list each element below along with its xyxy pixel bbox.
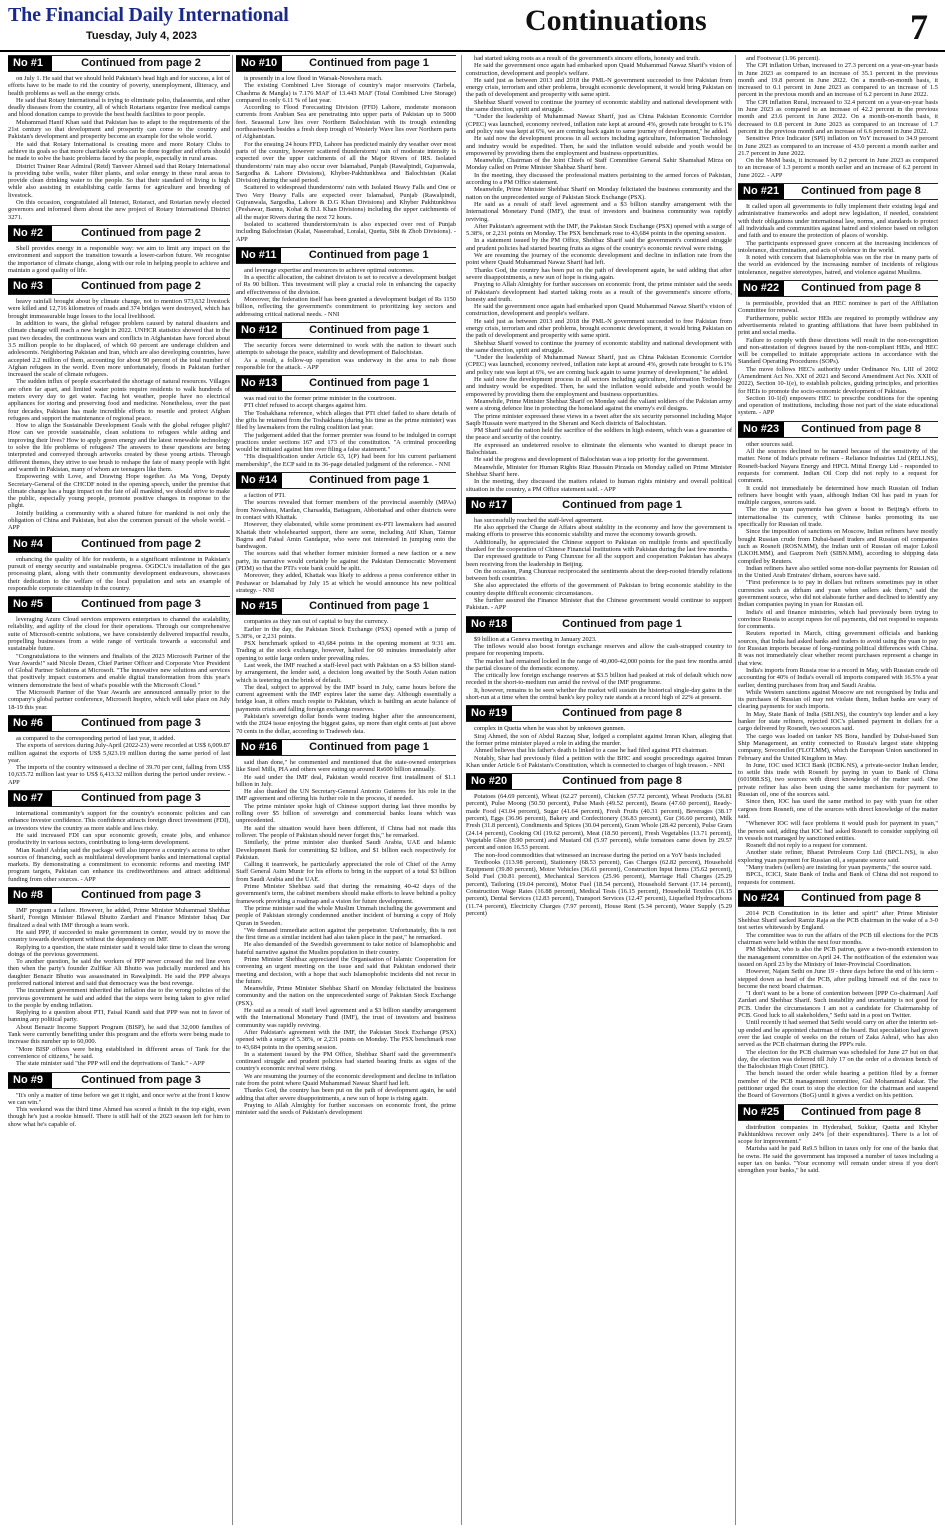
story bbox=[738, 421, 938, 886]
story bbox=[738, 55, 938, 179]
story-paragraph: The imports of the country witnessed a decline of 39.70 per cent, falling from US$ 10,635.72 million last year to US$ 6,413.32 million during the period under review. - APP bbox=[8, 764, 230, 786]
story-paragraph: Section 10-1(d) empowers HEC to prescribe conditions for the opening and operation of institutions, including those not part of the state educational system. - APP bbox=[738, 394, 938, 417]
story-paragraph: Moreover, the federation itself has been granted a development budget of Rs 1150 billion, reflecting the government's commitment to prioritizing key sectors and addressing critical national needs. - NNI bbox=[236, 296, 456, 318]
story-number: No #15 bbox=[236, 599, 282, 614]
continued-from-label: Continued from page 2 bbox=[81, 537, 201, 550]
story-paragraph: Ahmed believes that his father's death is linked to a case he had filed against PTI chairman. bbox=[474, 747, 708, 755]
story-paragraph: 2014 PCB Constitution in its letter and spirit" after Prime Minister Shehbaz Sharif sacked Ramiz Raja as the PCB chairman in the wake of a 3-0 test series whitewash by England. bbox=[738, 909, 938, 932]
story-paragraph: In May, State Bank of India (SBI.NS), the country's top lender and a key banker for state refiners, rejected IOC's planned payment in dollars for a cargo delivered by Rosneft, two sources said. bbox=[738, 710, 938, 733]
story-header bbox=[236, 739, 456, 756]
story-paragraph: The sudden influx of people exacerbated the shortage of natural resources. Villages are often far apart, and limited water points require residents to walk hundreds of meters every day to get water. Facing hot weather, people have no electrical appliances for storing and preserving food and medicine. Nonetheless, over the past four decades, Pakistan has made incredible efforts to resettle and protect Afghan refugees and support the maintenance of regional peace. bbox=[8, 378, 230, 422]
story-number: No #23 bbox=[738, 422, 784, 437]
story-paragraph: Earlier in the day, the Pakistan Stock Exchange (PSX) opened with a jump of 5.38%, or 2,231 points. bbox=[236, 625, 456, 640]
story-paragraph: The CPI inflation Urban, increased to 27.3 percent on a year-on-year basis in June 2023 as compared to an increase of 35.1 percent in the previous month and 19.8 percent in June 2022. On a month-on-month basis, it increased to 0.1 percent in June 2023 as compared to an increase of 1.5 percent in the previous month and an increase of 6.2 percent in June 2022. bbox=[738, 62, 938, 99]
story-header bbox=[8, 536, 230, 553]
story-paragraph: Potatoes (64.69 percent), Wheat (62.27 percent), Chicken (57.72 percent), Wheat Products (56.81 percent), Pulse Moong (50.50 percent), Pulse Mash (49.52 percent), Beans (47.60 percent), Ready-made Food (43.04 percent), Sugar (41.64 percent), Fresh Fruits (40.31 percent), Beverages (38.17 percent), Eggs (36.96 percent), Bakery and Confectionery (36.83 percent), Gur (36.60 percent), Milk Fresh (31.8 percent), Condiments and Spices (30.04 percent), Gram Whole (28.42 percent), Pulse Gram (24.14 percent), Cooking Oil (19.62 percent), Meat (18.50 percent), Fresh Vegetables (13.71 percent), Vegetable Ghee (8.90 percent) and Mustard Oil (5.97 percent), while tomatoes came down by 29.57 percent and onion 16.53 percent. bbox=[466, 793, 732, 852]
story-header bbox=[466, 705, 732, 722]
story bbox=[738, 1104, 938, 1175]
story-header bbox=[236, 472, 456, 489]
story-paragraph: Textbooks (113.98 percent), Stationery (68.53 percent), Gas Charges (62.82 percent), Household Equipment (39.80 percent), Motor Vehicles (36.61 percent), Construction Input Items (35.62 percent), Solid Fuel (30.81 percent), Mechanical Services (25.96 percent), Marriage Hall Charges (25.29 percent), Tailoring (19.04 percent), Motor Fuel (18.54 percent), Household Servant (17.14 percent), Construction Wage Rates (16.88 percent), Medical Tests (16.15 percent), Household Textiles (16.15 percent), Dental Services (12.83 percent), Transport Services (12.47 percent), Liquefied Hydrocarbons (11.74 percent), Electricity Charges (7.97 percent), House Rent (5.34 percent), Water Supply (5.29 percent) bbox=[466, 858, 732, 917]
story-paragraph: The move follows HEC's authority under Ordinance No. LIII of 2002 (Amendment Act No. XXI of 2021 and Second Amendment Act No. XXII of 2022), Section 10-1(e), to establish policies, guiding principles, and priorities for HEIs to promote the socio-economic development of Pakistan. bbox=[738, 365, 938, 395]
story-header bbox=[8, 55, 230, 72]
continued-from-label: Continued from page 8 bbox=[801, 891, 921, 904]
story-paragraph: Shehbaz Sharif vowed to continue the journey of economic stability and national development with the same direction, spirit and struggle. bbox=[466, 339, 732, 354]
story-paragraph: Meanwhile, Prime Minister Shehbaz Sharif on Monday felicitated the business community and the nation on the unprecedented surge of Pakistan Stock Exchange (PSX). bbox=[466, 186, 732, 201]
story-number: No #12 bbox=[236, 323, 282, 338]
story-paragraph: Meanwhile, Prime Minister Shehbaz Sharif on Monday felicitated the business community and the nation on the unprecedented surge of Pakistan Stock Exchange (PSX). bbox=[236, 985, 456, 1007]
story-paragraph: heavy rainfall brought about by climate change, not to mention 973,632 livestock were killed and 12,716 kilometres of roads and 374 bridges were destroyed, which has brought immeasurable huge losses to the local livelihood. bbox=[8, 298, 230, 320]
continued-from-label: Continued from page 1 bbox=[309, 323, 429, 336]
story-paragraph: The critically low foreign exchange reserves at $3.5 billion had peaked at risk of default which now receded in the short-to-medium run amid the revival of the IMF programme. bbox=[466, 672, 732, 687]
story-paragraph: The security forces were determined to work with the nation to thwart such attempts to sabotage the peace, stability and development of Balochistan. bbox=[236, 341, 456, 357]
issue-date: Tuesday, July 4, 2023 bbox=[86, 30, 197, 42]
story-paragraph: Last week, the IMF reached a staff-level pact with Pakistan on a $3 billion stand-by arrangement, the lender said, a decision long awaited by the South Asian nation which is teetering on the brink of default. bbox=[236, 662, 456, 684]
story-paragraph: He said that Rotary International is trying to eliminate polio, thalassemia, and other deadly diseases from the country, all of which Rotarians organize free medical camps and blood donation camps to provide the best health facilities to poor people. bbox=[8, 96, 230, 119]
story-paragraph: All the sources declined to be named because of the sensitivity of the matter. None of India's private refiners - Reliance Industries Ltd (RELI.NS), Rosneft-backed Nayara Energy and HPCL Mittal Energy Ltd - responded to requests for comment. Indian Oil Corp did not reply to a request for comment. bbox=[738, 448, 938, 485]
story-paragraph: PSX benchmark spiked to 43,684 points in the opening moment at 9:31 am. Trading at the stock exchange, however, halted for 60 minutes immediately after opening to settle large orders under prevailing rules. bbox=[236, 640, 456, 662]
story-number: No #24 bbox=[738, 891, 784, 906]
story-paragraph: Thanks God, the country has been put on the path of development again, he said adding that after severe disappointments, a new sun of hope is rising again. bbox=[466, 266, 732, 281]
story-paragraph: She also appreciated the efforts of the government of Pakistan to bring economic stability to the country despite difficult economic circumstances. bbox=[466, 582, 732, 597]
story bbox=[8, 55, 230, 221]
continued-from-label: Continued from page 8 bbox=[801, 422, 921, 435]
story-number: No #19 bbox=[466, 706, 512, 721]
story-paragraph: "We demand immediate action against the perpetrator. Unfortunately, this is not the first time as a similar incident had also taken place in the past," he remarked. bbox=[236, 926, 456, 942]
continued-from-label: Continued from page 3 bbox=[81, 1073, 201, 1086]
story-paragraph: "Many traders (sellers) are insisting for yuan payments," the source said. bbox=[746, 863, 932, 871]
story-paragraph: We are resuming the journey of the economic development and decline in inflation rate from the point where Quaid Muhammad Nawaz Sharif had left. bbox=[466, 252, 732, 267]
story-paragraph: This weekend was the third time Ahmed has scored a finish in the top eight, even though he's just a rookie himself. There is still half of the 2023 season left for him to show what he's capable of. bbox=[8, 1106, 230, 1128]
story-paragraph: The inflows would also boost foreign exchange reserves and allow the cash-strapped country to prepare for reopening imports. bbox=[466, 642, 732, 658]
story-number: No #4 bbox=[8, 537, 52, 552]
story-paragraph: Another state refiner, Bharat Petroleum Corp Ltd (BPCL.NS), is also exploring yuan payment for Russian oil, a separate source said. bbox=[738, 849, 938, 864]
story-paragraph: After Pakistan's agreement with the IMF, the Pakistan Stock Exchange (PSX) opened with a surge of 5.38%, or 2,231 points on Monday. The PSX benchmark rose to 43,684 points in the opening session. bbox=[466, 222, 732, 238]
story-paragraph: To another question, he said the workers of PPP never crossed the red line even then when the party's founder Zulfikar Ali Bhutto was judicially murdered and his daughter Benazir Bhutto was assassinated in Rawalpindi. He said the PPP always preferred national interest and said that democracy was the best revenge. bbox=[8, 958, 230, 987]
story bbox=[8, 790, 230, 883]
continued-from-label: Continued from page 1 bbox=[308, 248, 429, 261]
story-header bbox=[8, 790, 230, 807]
story-paragraph: Meanwhile, Minister for Human Rights Riaz Hussain Pirzada on Monday called on Prime Minister Shehbaz Sharif here. bbox=[466, 463, 732, 478]
story-header bbox=[8, 596, 230, 613]
story-paragraph: We are resuming the journey of the economic development and decline in inflation rate from the point where Quaid Muhammad Nawaz Sharif had left. bbox=[236, 1072, 456, 1088]
story bbox=[8, 278, 230, 532]
story-paragraph: Praying to Allah Almighty for further successes on economic front, the prime minister said the seeds of Pakistan's development had started taking roots as a result of the government's sincere efforts, honesty and truth. bbox=[466, 281, 732, 303]
story-paragraph: In a specific allocation, the cabinet division is set to receive a development budget of Rs 90 billion. This investment will play a crucial role in enhancing the capacity and effectiveness of the division. bbox=[236, 274, 456, 296]
story-paragraph: In the meeting, they discussed the matters related to human rights ministry and overall political situation in the country, a PM Office statement said. - APP bbox=[466, 478, 732, 493]
story bbox=[236, 322, 456, 371]
story-number: No #14 bbox=[236, 473, 282, 488]
story-paragraph: IMF program a failure. However, he added, Prime Minister Muhammad Shehbaz Sharif, Foreign Minister Bilawal Bhutto Zardari and Finance Minister Ishaq Dar finalized a deal with IMF through a team work. bbox=[8, 907, 230, 929]
story-paragraph: PM Shehbaz, who is also the PCB patron, gave a two-month extension to the management committee on April 24. The notification of the extension was issued on April 23 by the Ministry of Inter-Provincial Coordination. bbox=[738, 946, 938, 968]
story-paragraph: He said that Rotary International is creating more and more Rotary Clubs to achieve its goals so that more charitable works can be done together and efforts should be made to solve the basic problems faced by the people, especially in rural areas. bbox=[8, 140, 230, 163]
story bbox=[466, 705, 732, 769]
story-header bbox=[738, 890, 938, 907]
story-number: No #6 bbox=[8, 716, 52, 731]
story bbox=[236, 472, 456, 594]
story bbox=[466, 55, 732, 493]
story-paragraph: The cargo was loaded on tanker NS Bora, handled by Dubai-based Sun Ship Management, an entity connected to Russia's largest state shipping company, Sovcomflot (FLOT.MM), which the European Union sanctioned in February and the United Kingdom in May. bbox=[738, 732, 938, 762]
story-paragraph: District Trainer Rear Admiral (Retd) Tanveer Ahmed said that Rotary International is providing tube wells, water filter plants, and solar energy in these rural areas to provide clean drinking water to the people. So that their standard of living is high while also assisting in establishing cattle farms for agriculture and breeding of livestock. bbox=[8, 162, 230, 199]
story-number: No #17 bbox=[466, 498, 512, 513]
story-paragraph: In a statement issued by the PM Office, Shehbaz Sharif said the government's continued struggle and prudent policies had started bearing fruits as signs of the country's economic revival were rising. bbox=[466, 237, 732, 252]
story-paragraph: "I don't want to be a bone of contention between [PPP Co-chairman] Asif Zardari and Shehbaz Sharif. Such instability and uncertainty is not good for PCB. Under the circumstances I am not a candidate for Chairmanship of PCB. Good luck to all stakeholders," Sethi said in a post on Twitter. bbox=[738, 990, 938, 1020]
story-paragraph: He said now the development process in all sectors including agriculture, Information Technology and industry would be expedited. Then, he said the inflation would subside and youth would be empowered by providing them the employment and business opportunities. bbox=[466, 376, 732, 398]
story-header bbox=[236, 375, 456, 392]
story-paragraph: He said PPP, if succeeded to make government in center, would try to move the country towards development without the dependency on IMF. bbox=[8, 928, 230, 944]
story-number: No #16 bbox=[236, 740, 282, 755]
story-paragraph: The election for the PCB chairman was scheduled for June 27 but on that day, the election was deferred till July 17 on the order of a division bench of the Balochistan High Court (BHC). bbox=[738, 1048, 938, 1071]
story-paragraph: He said the government once again had embarked upon Quaid Muhammad Nawaz Sharif's vision of construction, development and people's welfare. bbox=[466, 62, 732, 77]
story-paragraph: In June, IOC used ICICI Bank (ICBK.NS), a private-sector Indian lender, to settle this trade with Rosneft by paying in yuan to Bank of China (601988.SS), two sources with direct knowledge of the matter said. One private refiner has also been using the same mechanism for payment to Russian oil, one of the sources said. bbox=[738, 761, 938, 799]
column-2 bbox=[236, 55, 456, 1525]
continued-from-label: Continued from page 8 bbox=[801, 185, 921, 198]
story-paragraph: and Footwear (1.96 percent). bbox=[746, 55, 820, 62]
story-paragraph: The market had remained locked in the range of 40,000-42,000 points for the past few months amid the partial closure of the domestic economy. bbox=[466, 657, 732, 672]
story-paragraph: "More BISP offices were being established in different areas of Tank for the convenience of citizens," he said. bbox=[8, 1045, 230, 1060]
story-number: No #1 bbox=[8, 56, 52, 71]
story-paragraph: Notably, Shar had previously filed a petition with the BHC and sought proceedings against Imran Khan under Article 6 of Pakistan's Constitution, which is connected to charges of high treason. - NNI bbox=[466, 754, 732, 769]
story-paragraph: He expressed an undeterred resolve to eliminate the elements who wanted to disrupt peace in Balochistan. bbox=[466, 441, 732, 457]
masthead bbox=[0, 0, 945, 52]
newspaper-brand: The Financial Daily International bbox=[8, 4, 289, 26]
story-paragraph: On this occasion, congratulated all Interact, Rotaract, and Rotarian newly elected governors and informed them about the new project of Rotary International District 3271. bbox=[8, 199, 230, 221]
story-header bbox=[8, 715, 230, 732]
story-paragraph: "His disqualification under Article 63, 1(P) had been for his current parliament membership", the ECP said in its 36-page detailed judgment of the reference. - NNI bbox=[236, 453, 456, 468]
story-paragraph: Marisha said he paid Rs9.5 billion in taxes only for one of the banks that he owns. He said the government has imposed a number of taxes including a super tax on banks. "Your economy will remain under stress if you don't strengthen your banks," he said. bbox=[738, 1145, 938, 1175]
story-paragraph: The Microsoft Partner of the Year Awards are announced annually prior to the company's global partner conference, Microsoft Inspire, which will take place on July 18-19 this year. bbox=[8, 689, 230, 711]
story bbox=[466, 616, 732, 702]
story-paragraph: He said as a result of staff level agreement and a $3 billion standby arrangement with the International Monetary Fund (IMF), the trust of investors and business community was rapidly reviving. bbox=[466, 200, 732, 223]
story-number: No #3 bbox=[8, 279, 52, 294]
story-paragraph: How to align the Sustainable Development Goals with the global refugee plight? How can we provide sustainable, clean solutions to refugees while aiding and improving their lives? How to apply green energy and the latest renewable technology to solve the life problems of refugees? The answers to these questions are being interpreted and conveyed through artworks created by these young artists. Through different themes, they strive to use brush to reshape the fate of many people with light and warmth in Pakistan, many of whom are teenagers like them. bbox=[8, 422, 230, 473]
story-paragraph: Indian refiners have also settled some non-dollar payments for Russian oil in the United Arab Emirates' dirham, sources have said. bbox=[738, 564, 938, 580]
story-header bbox=[8, 278, 230, 295]
story-number: No #7 bbox=[8, 791, 52, 806]
story-paragraph: The exports of services during July-April (2022-23) were recorded at US$ 6,009.87 million against the exports of US$ 5,923.19 million during the same period of last year. bbox=[8, 742, 230, 764]
story-paragraph: Calling it teamwork, he particularly appreciated the role of Chief of the Army Staff General Asim Munir for his efforts to bring in the support of a total $3 billion from Saudi Arabia and the UAE. bbox=[236, 861, 456, 883]
story-paragraph: He said as a result of staff level agreement and a $3 billion standby arrangement with the International Monetary Fund (IMF), the trust of investors and business community was rapidly reviving. bbox=[236, 1007, 456, 1029]
story-paragraph: About Benazir Income Support Program (BISP), he said that 32,000 families of Tank were currently benefiting under this program and the efforts were being made to increase this number up to 60,000. bbox=[8, 1023, 230, 1046]
story-paragraph: Moreover, they added, Khattak was likely to address a press conference either in Peshawar or Islamabad by July 15 at which he would announce his new political strategy. - NNI bbox=[236, 572, 456, 594]
story-paragraph: Failure to comply with these directions will result in the non-recognition and non-attestation of degrees issued by the non-compliant HEIs, and HEC will be compelled to initiate appropriate actions in accordance with the Standard Operating Procedures (SOPs). bbox=[738, 336, 938, 366]
continued-from-label: Continued from page 1 bbox=[309, 740, 429, 753]
story-paragraph: companies as they ran out of capital to buy the currency. bbox=[244, 618, 389, 626]
story-number: No #11 bbox=[236, 248, 281, 263]
story-paragraph: The incumbent government inherited the inflation due to the wrong policies of the previous government he said and added that the steps were being taken to give relief to the people by ending inflation. bbox=[8, 987, 230, 1009]
story-paragraph: The Toshakhana reference, which alleges that PTI chief failed to share details of the gifts he retained from the Toshakhana (during his time as the prime minister) was filed by lawmakers from the ruling coalition last year. bbox=[236, 409, 456, 432]
story-paragraph: The prime minister spoke high of Chinese support during last three months by rolling over $5 billion of sovereign and commercial banks loans which was unprecedented. bbox=[236, 802, 456, 825]
story-paragraph: leveraging Azure Cloud services empowers enterprises to channel the scalability, reliability, and agility of the cloud for their operations. Through our comprehensive suite of Microsoft-centric solutions, we have consistently delivered impactful results, propelling businesses from a wide range of verticals towards a successful and sustainable future. bbox=[8, 616, 230, 653]
story-paragraph: The participants expressed grave concern at the increasing incidences of intolerance, discrimination, and acts of violence in the world. bbox=[738, 239, 938, 254]
story-paragraph: Replying to a question, the state minister said it would take time to clean the wrong doings of the previous government. bbox=[8, 943, 230, 958]
story bbox=[8, 596, 230, 711]
story-paragraph: Additionally, he appreciated the Chinese support to Pakistan on multiple fronts and specifically thanked for the cooperation of Chinese Financial Institutions with Pakistan during the last few months. bbox=[466, 538, 732, 553]
story-paragraph: It could not immediately be determined how much Russian oil Indian refiners have bought with yuan, although Indian Oil has paid in yuan for multiple cargoes, sources said. bbox=[738, 484, 938, 507]
story-header bbox=[738, 183, 938, 200]
story-paragraph: on July 1. He said that we should hold Pakistan's head high and for success, a lot of efforts have to be made to rid the country of poverty, unemployment, illiteracy, and health problems as well as the energy crisis. bbox=[8, 75, 230, 97]
story-paragraph: Dar expressed gratitude to Pang Chunxue for all the support and cooperation Pakistan has always been receiving from the leadership in Beijing. bbox=[466, 553, 732, 568]
story-paragraph: It noted with concern that Islamophobia was on the rise in many parts of the world as evidenced by the increasing number of incidents of religious intolerance, negative stereotypes, hatred, and violence against Muslims. bbox=[738, 254, 938, 276]
story-paragraph: The prime minister expressed these views in a tweet after the six security personnel including Major Saqib Hussain were martyred in the Sherani and Kech districts of Balochistan. bbox=[466, 412, 732, 427]
story-header bbox=[738, 1104, 938, 1121]
story-paragraph: and leverage expertise and resources to achieve optimal outcomes. bbox=[244, 266, 415, 274]
story-paragraph: Replying to a question about PTI, Faisal Kundi said that PPP was not in favor of banning any political party. bbox=[8, 1009, 230, 1024]
story-paragraph: It, however, remains to be seen whether the market will sustain the historical single-day gains in the short-run at a time when the central bank's key policy rate stands at a record high of 22% at present. bbox=[466, 686, 732, 702]
story-paragraph: He said the progress and development of Balochistan was a top priority for the government. bbox=[474, 456, 709, 464]
story-number: No #9 bbox=[8, 1073, 52, 1088]
story-paragraph: Thanks God, the country has been put on the path of development again, he said adding that after severe disappointments, a new sun of hope is rising again. bbox=[236, 1087, 456, 1102]
story-paragraph: is presently in a low flood in Warsak-Nowshera reach. bbox=[244, 75, 383, 82]
story-paragraph: He also thanked the UN Secretary-General Antonio Guterres for his role in the IMF agreement and offering his further role in the process, if needed. bbox=[236, 788, 456, 803]
continued-from-label: Continued from page 1 bbox=[309, 600, 429, 613]
story bbox=[236, 247, 456, 318]
story bbox=[466, 773, 732, 917]
continued-from-label: Continued from page 1 bbox=[309, 474, 429, 487]
story-paragraph: On the MoM basis, it increased by 0.2 percent in June 2023 as compared to an increase of 1.3 percent a month earlier and an increase of 6.2 percent in June 2022. - APP bbox=[738, 157, 938, 179]
continued-from-label: Continued from page 3 bbox=[81, 792, 201, 805]
story-paragraph: distribution companies in Hyderabad, Sukkur, Quetta and Khyber Pakhtunkhwa recover only 24% [of their expenditures]. There is a lot of scope for improvement." bbox=[738, 1123, 938, 1146]
story-header bbox=[466, 497, 732, 514]
continued-from-label: Continued from page 2 bbox=[81, 226, 201, 239]
story bbox=[236, 375, 456, 468]
story-paragraph: India's oil and finance ministries, which had previously been trying to convince Russia to accept rupees for oil payments, did not respond to requests for comments. bbox=[738, 608, 938, 631]
story-paragraph: "Under the leadership of Muhammad Nawaz Sharif, just as China Pakistan Economic Corridor (CPEC) was launched, economy revived, inflation rate kept at around 4%, growth rate brought to 6.1% and policy rate was kept at 6%, we are coming back again to same journey of development," he added. bbox=[466, 354, 732, 376]
story-paragraph: as compared to the corresponding period of last year, it added. bbox=[16, 734, 176, 742]
continued-from-label: Continued from page 3 bbox=[81, 889, 201, 902]
story-paragraph: $9 billion at a Geneva meeting in January 2023. bbox=[474, 635, 597, 643]
story-number: No #21 bbox=[738, 184, 784, 199]
story-paragraph: Siraj Ahmed, the son of Abdul Razzaq Shar, lodged a complaint against Imran Khan, alleging that the former prime minister played a role in aiding the murder. bbox=[466, 732, 732, 747]
story-paragraph: Similarly, the prime minister also thanked Saudi Arabia, UAE and Islamic Development Bank for committing $2 billion, and $1 billion each respectively for Pakistan. bbox=[236, 839, 456, 861]
story-paragraph: In a statement issued by the PM Office, Shehbaz Sharif said the government's continued struggle and prudent policies had started bearing fruits as signs of the country's economic revival were rising. bbox=[236, 1050, 456, 1073]
story-paragraph: He said increased FDI can spur economic growth, create jobs, and enhance productivity in various sectors, contributing to long-term development. bbox=[8, 831, 230, 847]
story bbox=[738, 280, 938, 417]
story-paragraph: He said the situation would have been different, if China had not made this rollover. The people of Pakistan should never forget this," he remarked. bbox=[236, 824, 456, 839]
story-paragraph: He also demanded of the Swedish government to take notice of Islamophobic and hateful narrative against the Muslim population in their country. bbox=[236, 941, 456, 956]
story-paragraph: Meanwhile, Prime Minister Shehbaz Sharif on Monday said the valiant soldiers of the Pakistan army were a strong defence line in protecting the homeland against the enemy's evil designs. bbox=[466, 397, 732, 413]
story-paragraph: However, they elaborated, while some prominent ex-PTI lawmakers had assured Khattak their wholehearted support, there are some, including Atif Khan, Taimur Bagrra and Faisal Amin Gandapur, who were not interested in jumping onto the bandwagon. bbox=[236, 521, 456, 551]
story-paragraph: Isolated to scattered thunderstorm/rain is also expected over rest of Punjab including Balochistan (Kalat, Naseerabad, Loralai, Quetta, Sibi & Zhob Divisions). - APP bbox=[236, 220, 456, 243]
story-paragraph: The sources revealed that former members of the provincial assembly (MPAs) from Nowshera, Mardan, Charsadda, Battagram, Abbottabad and other districts were in contact with Khattak. bbox=[236, 499, 456, 521]
story-paragraph: Jointly building a community with a shared future for mankind is not only the obligation of China and Pakistan, but also the common pursuit of the whole world. - APP bbox=[8, 509, 230, 532]
story-paragraph: international community's support for the country's economic policies and can enhance investor confidence. This confidence attracts foreign direct investment (FDI), as investors view the country as more stable and less risky. bbox=[8, 810, 230, 832]
story-header bbox=[738, 280, 938, 297]
column-divider bbox=[461, 55, 462, 1525]
story-paragraph: The rise in yuan payments has given a boost to Beijing's efforts to internationalise its currency, with Chinese banks promoting its use specifically for Russian oil trade. bbox=[738, 506, 938, 529]
story-paragraph: said than done," he commented and mentioned that the state-owned enterprises like Steel Mills, PIA and others were eating up around Rs600 billion annually. bbox=[236, 758, 456, 774]
continued-from-label: Continued from page 1 bbox=[309, 57, 429, 69]
story-paragraph: She further assured the Finance Minister that the Chinese government would continue to support Pakistan. - APP bbox=[466, 597, 732, 612]
story-paragraph: "First preference is to pay in dollars but refiners sometimes pay in other currencies such as dirham and yuan when sellers ask them," said the government source, who did not elaborate further and declined to identify any Indian companies paying in yuan for Russian oil. bbox=[738, 579, 938, 609]
story-paragraph: Mian Kashif Ashfaq said the package will also improve a country's access to other sources of financing, such as multilateral development banks and international capital markets. By demonstrating a commitment to economic reforms and meeting IMF program targets, Pakistan can enhance its creditworthiness and attract additional funding from other sources. - APP bbox=[8, 846, 230, 883]
story-paragraph: The sources said that whether former minister formed a new faction or a new party, its narrative would certainly be against the Pakistan Democratic Movement (PDM) so that the PTI's vote bank could be split. bbox=[236, 550, 456, 573]
continued-from-label: Continued from page 8 bbox=[562, 775, 682, 788]
story-header bbox=[236, 55, 456, 72]
column-divider bbox=[232, 55, 233, 1525]
story-paragraph: PTI chief refused to accept charges against him. bbox=[244, 402, 367, 410]
column-3 bbox=[466, 55, 732, 1525]
continued-from-label: Continued from page 1 bbox=[562, 617, 682, 630]
story-paragraph: He also apprised the Charge de Affairs about stability in the economy and how the government is making efforts to preserve this economic stability and move the economy towards growth. bbox=[466, 524, 732, 539]
story-header bbox=[236, 247, 456, 264]
story-paragraph: Scattered to widespread thunderstorm/ rain with Isolated Heavy Falls and One or Two Very Heavy Falls are expected over Islamabad, Punjab (Rawalpindi, Gujranwala, Sargodha, Lahore & D.G Khan Divisions) and Khyber Pakhtunkhwa (Peshawar, Bannu, Kohat & D.I. Khan Divisions) including the upper catchments of all the major Rivers during the next 72 hours. bbox=[236, 184, 456, 221]
story bbox=[738, 890, 938, 1100]
story-paragraph: Prime Minister Shehbaz said that during the remaining 40-42 days of the government's term, the cabinet members should make efforts to leave behind a policy framework providing a roadmap and a vision for future development. bbox=[236, 883, 456, 905]
story bbox=[236, 598, 456, 735]
story-number: No #13 bbox=[236, 376, 282, 391]
story-paragraph: Reuters reported in March, citing government officials and banking sources, that India had asked banks and traders to avoid using the yuan to pay for Russian imports because of long-running political differences with China. It was not immediately clear whether recent purchases represent a change in that view. bbox=[738, 630, 938, 667]
continued-from-label: Continued from page 1 bbox=[562, 498, 682, 511]
story-paragraph: "Under the leadership of Muhammad Nawaz Sharif, just as China Pakistan Economic Corridor (CPEC) was launched, economy revived, inflation rate kept at around 4%, growth rate brought to 6.1% and policy rate was kept at 6%, we are coming back again to same journey of development," he added. bbox=[466, 113, 732, 135]
story-number: No #10 bbox=[236, 56, 282, 71]
story bbox=[236, 55, 456, 243]
story bbox=[8, 536, 230, 592]
continued-from-label: Continued from page 2 bbox=[81, 280, 201, 293]
story-paragraph: Rosneft did not reply to a request for comment. bbox=[746, 842, 868, 850]
story-header bbox=[466, 773, 732, 790]
story-header bbox=[236, 598, 456, 615]
page-number: 7 bbox=[910, 7, 928, 47]
continued-from-label: Continued from page 3 bbox=[81, 598, 201, 611]
story-number: No #18 bbox=[466, 617, 512, 632]
story-paragraph: The prime minister said the whole Muslim Ummah including the government and people of Pakistan strongly condemned another incident of burning a copy of Holy Quran in Sweden. bbox=[236, 904, 456, 927]
story-paragraph: enhancing the quality of life for residents, is a significant milestone in Pakistan's pursuit of energy security and sustainable progress. OGDCL's installation of the gas processing plant, along with their community development endeavours, showcases their dedication to the welfare of the local population and sets an example of responsible corporate citizenship in the country. bbox=[8, 555, 230, 592]
story-paragraph: Pakistan's sovereign dollar bonds were trading higher after the announcement, with the 2024 issue enjoying the biggest gains, up more than eight cents at just above 70 cents in the dollar, according to Tradeweb data. bbox=[236, 713, 456, 735]
story-paragraph: However, Najam Sethi on June 19 - three days before the end of his term - stepped down as head of the PCB, after pulling himself out of the race to become the next board chairman. bbox=[738, 968, 938, 990]
story-paragraph: was read out to the former prime minister in the courtroom. bbox=[244, 395, 397, 403]
story-paragraph: BPCL, ICICI, State Bank of India and Bank of China did not respond to requests for comment. bbox=[738, 871, 938, 886]
story-paragraph: PM Sharif said the nation held the sacrifice of the soldiers in high esteem, which was a guarantee of the peace and security of the country. bbox=[466, 427, 732, 442]
story-paragraph: On the occasion, Pang Chunxue reciprocated the sentiments about the deep-rooted friendly relations between both countries. bbox=[466, 567, 732, 583]
story-paragraph: Since then, IOC has used the same method to pay with yuan for other cargoes from Rosneft, one of the sources with direct knowledge of the matter said. bbox=[738, 798, 938, 820]
column-1 bbox=[8, 55, 230, 1525]
story-paragraph: After Pakistan's agreement with the IMF, the Pakistan Stock Exchange (PSX) opened with a surge of 5.38%, or 2,231 points on Monday. The PSX benchmark rose to 43,684 points in the opening session. bbox=[236, 1028, 456, 1051]
story-paragraph: For the ensuing 24 hours FFD, Lahore has predicted mainly dry weather over most parts of the country, however scattered thunderstorm/ rain of moderate intensity is expected over the upper catchments of all the Major Rivers of IRS. Isolated thunderstorm/ rain may also occur over Islamabad, Punjab (Rawalpindi, Gujranwala, Sargodha & Lahore Divisions), Khyber-Pakhtunkhwa and Balochistan (Kalat Division) during the said period. bbox=[236, 140, 456, 185]
story-number: No #25 bbox=[738, 1105, 784, 1120]
story-paragraph: Sensitive Price Indicator (SPI) inflation on YoY increased to 34.9 percent in June 2023 as compared to an increase of 43.0 percent a month earlier and 21.7 percent in June 2022. bbox=[738, 135, 938, 157]
story bbox=[466, 497, 732, 612]
story-paragraph: "Whenever IOC will face problems it would push for payment in yuan," the person said, adding that IOC had asked Rosneft to consider supplying oil in vessels not managed by sanctioned entities. bbox=[738, 820, 938, 842]
story-paragraph: He said just as between 2013 and 2018 the PML-N government succeeded to free Pakistan from energy crisis, terrorism and other problems, brought economic development, it would bring Pakistan on the path of development and prosperity with same spirit. bbox=[466, 76, 732, 99]
story-paragraph: India's imports from Russia rose to a record in May, with Russian crude oil accounting for 40% of India's overall oil imports compared with 16.5% a year earlier, denting purchases from Iraq and Saudi Arabia. bbox=[738, 666, 938, 689]
story-paragraph: The state minister said "the PPP will end the deprivations of Tank." - APP bbox=[16, 1060, 205, 1068]
story-paragraph: The CPI inflation Rural, increased to 32.4 percent on a year-on-year basis in June 2023 as compared to an increase of 42.2 percent in the previous month and 23.6 percent in June 2022. On a month-on-month basis, it decreased to 0.8 percent in June 2023 as compared to an increase of 1.7 percent in the previous month and an increase of 6.6 percent in June 2022. bbox=[738, 98, 938, 135]
story-paragraph: The existing Combined Live Storage of country's major reservoirs (Tarbela, Chashma & Mangla) is 7.176 MAF of 13.443 MAF (Total Combined Live Storage) compared to only 6.11 % of last year. bbox=[236, 82, 456, 104]
story-paragraph: It called upon all governments to fully implement their existing legal and administrative frameworks and adopt new legislation, if needed, consistent with their obligations under international law, norms, and standards to protect all individuals and communities against hatred and violence based on religion and faith and to ensure the protection of places of worship. bbox=[738, 203, 938, 240]
story-paragraph: "Congratulations to the winners and finalists of the 2023 Microsoft Partner of the Year Awards!" said Nicole Dezen, Chief Partner Officer and Corporate Vice President of Global Partner Solutions at Microsoft. "The innovative new solutions and services that positively impact customers and enable digital transformation from this year's winners demonstrate the best of what's possible with the Microsoft Cloud." bbox=[8, 652, 230, 689]
story-paragraph: Empowering with Love, and Drawing Hope together. As Ma Yong, Deputy Secretary-General of the CHCDF noted in the opening speech, under the premise that climate change has a huge impact on the fate of all mankind, we should strive to make the public, especially young people, promote positive changes in response to the plight. bbox=[8, 473, 230, 510]
continued-from-label: Continued from page 1 bbox=[309, 377, 429, 390]
story-paragraph: had started taking roots as a result of the government's sincere efforts, honesty and truth. bbox=[474, 55, 701, 62]
story-paragraph: complex in Quetta when he was shot by unknown gunmen. bbox=[474, 725, 626, 733]
story-header bbox=[8, 887, 230, 904]
column-4 bbox=[738, 55, 938, 1525]
story bbox=[8, 715, 230, 786]
story-header bbox=[738, 421, 938, 438]
story-header bbox=[236, 322, 456, 339]
story-number: No #5 bbox=[8, 597, 52, 612]
story bbox=[8, 887, 230, 1068]
story-paragraph: is permissible, provided that an HEC nominee is part of the Affiliation Committee for renewal. bbox=[738, 300, 938, 315]
story-paragraph: Shehbaz Sharif vowed to continue the journey of economic stability and national development with the same direction, spirit and struggle. bbox=[466, 98, 732, 114]
continued-from-label: Continued from page 3 bbox=[81, 716, 201, 729]
story bbox=[236, 739, 456, 1117]
story-paragraph: According to Flood Forecasting Division (FFD) Lahore, moderate monsoon currents from Arabian Sea are penetrating into upper parts of Pakistan up to 5000 feet. Seasonal Low lies over Northern Balochistan with its trough extending northeastwards besides a fresh deep trough of Westerly Wave lies over Northern parts of Afghanistan. bbox=[236, 104, 456, 141]
continued-from-label: Continued from page 2 bbox=[81, 57, 201, 69]
story bbox=[8, 225, 230, 274]
story-paragraph: In the meeting, they discussed the professional matters pertaining to the armed forces of Pakistan, according to a PM Office statement. bbox=[466, 171, 732, 187]
column-divider bbox=[735, 55, 736, 1525]
story-paragraph: "It's only a matter of time before we get it right, and once we're at the front I know we can win." bbox=[8, 1091, 230, 1106]
story-paragraph: The judgement added that the former premier was found to be indulged in corrupt practices under sections 167 and 173 of the constitution. "A criminal proceeding would be initiated against him over filing a false statement." bbox=[236, 431, 456, 454]
story-paragraph: Since the imposition of sanctions on Moscow, Indian refiners have mostly bought Russian crude from Dubai-based traders and Russian oil companies such as Rosneft (ROSN.MM), the Indian unit of Russian oil major Lukoil (LKOH.MM), and Gazprom Neft (SIBN.MM), according to shipping data compiled by Reuters. bbox=[738, 528, 938, 565]
story bbox=[8, 1072, 230, 1128]
story-paragraph: a faction of PTI. bbox=[244, 492, 286, 500]
story-paragraph: other sources said. bbox=[746, 440, 794, 448]
story-paragraph: He said under the IMF deal, Pakistan would receive first installment of $1.1 billion in July. bbox=[236, 773, 456, 788]
continued-from-label: Continued from page 8 bbox=[801, 1105, 921, 1118]
story-header bbox=[466, 616, 732, 633]
continued-from-label: Continued from page 8 bbox=[801, 282, 921, 295]
section-title: Continuations bbox=[525, 4, 707, 37]
story-paragraph: Muhammad Hanif Khan said that Pakistan has to adapt to the requirements of the 21st century so that development and prosperity can come to the country and Pakistan's development and prosperity become an example for the whole world. bbox=[8, 118, 230, 141]
story-paragraph: He said now the development process in all sectors including agriculture, Information Technology and industry would be expedited. Then, he said the inflation would subside and youth would be empowered by providing them the employment and business opportunities. bbox=[466, 135, 732, 157]
story-paragraph: In addition to wars, the global refugee problem caused by natural disasters and climate change will reach a new height in 2022. UNHCR statistics showed that in the past two decades, the continuous wars and conflicts in Afghanistan have forced about 3.5 million people to be displaced, of which 60 percent are underage children and adolescents. Neighboring Pakistan and Iran, which are also developing countries, have accepted 2.2 million of them, accounting for about 90 percent of the total number of Afghan refugees in the world. Even more unfortunately, floods in Pakistan further increased the scale of climate refugees. bbox=[8, 320, 230, 379]
story-paragraph: Praying to Allah Almighty for further successes on economic front, the prime minister said the seeds of Pakistan's development bbox=[236, 1101, 456, 1117]
story-number: No #20 bbox=[466, 774, 512, 789]
story-number: No #2 bbox=[8, 226, 52, 241]
story-header bbox=[8, 1072, 230, 1089]
story-paragraph: He said the government once again had embarked upon Quaid Muhammad Nawaz Sharif's vision of construction, development and people's welfare. bbox=[466, 303, 732, 318]
story-paragraph: The bench issued the order while hearing a petition filed by a former member of the PCB management committee, Gul Mohammad Kakar. The petitioner urged the court to stop the election for the chairman and suspend the Board of Governors (BoG) until it gives a verdict on his petition. bbox=[738, 1070, 938, 1100]
story-paragraph: While Western sanctions against Moscow are not recognised by India and its purchases of Russian oil may not violate them, Indian banks are wary of clearing payments for such imports. bbox=[738, 688, 938, 711]
story-paragraph: The deal, subject to approval by the IMF board in July, came hours before the current agreement with the IMF expires later the same day. Although essentially a bridge loan, it offers much respite to Pakistan, which is battling an acute balance of payments crisis and falling foreign exchange reserves. bbox=[236, 683, 456, 713]
story-paragraph: Prime Minister Shehbaz appreciated the Organisation of Islamic Cooperation for convening an urgent meeting on the issue and said that Pakistan endorsed their meeting and decision, with a hope that such Islamophobic incidents did not recur in the future. bbox=[236, 955, 456, 985]
story-paragraph: Shell provides energy in a responsible way: we aim to limit any impact on the environment and support the transition towards a lower-carbon future. We recognise the importance of climate change, along with our role in helping people to achieve and maintain a good quality of life. bbox=[8, 244, 230, 274]
story-paragraph: Until recently it had seemed that Sethi would carry on after the interim set-up ended and be appointed chairman of the board. But speculation had grown over the last couple of weeks on the return of Zaka Ashraf, who has also served as the PCB chairman during the PPP's rule. bbox=[738, 1019, 938, 1049]
story-paragraph: The committee was to run the affairs of the PCB till elections for the PCB chairman were held within the next four months. bbox=[738, 931, 938, 947]
story-number: No #8 bbox=[8, 888, 52, 903]
story-paragraph: The non-food commodities that witnessed an increase during the period on a YoY basis included bbox=[474, 851, 721, 859]
story bbox=[738, 183, 938, 276]
story-header bbox=[8, 225, 230, 242]
story-paragraph: As a result, a follow-up operation was underway in the area to nab those responsible for the attack. - APP bbox=[236, 356, 456, 371]
story-paragraph: Meanwhile, Chairman of the Joint Chiefs of Staff Committee General Sahir Shamshad Mirza on Monday called on Prime Minister Shahbaz Sharif here. bbox=[466, 157, 732, 172]
story-paragraph: He said just as between 2013 and 2018 the PML-N government succeeded to free Pakistan from energy crisis, terrorism and other problems, brought economic development, it would bring Pakistan on the path of development and prosperity with same spirit. bbox=[466, 317, 732, 340]
story-paragraph: has successfully reached the staff-level agreement. bbox=[474, 516, 604, 524]
story-paragraph: Furthermore, public sector HEIs are required to promptly withdraw any advertisements related to granting affiliations that have been published in print and social media. bbox=[738, 314, 938, 337]
story-number: No #22 bbox=[738, 281, 784, 296]
continued-from-label: Continued from page 8 bbox=[562, 707, 682, 720]
